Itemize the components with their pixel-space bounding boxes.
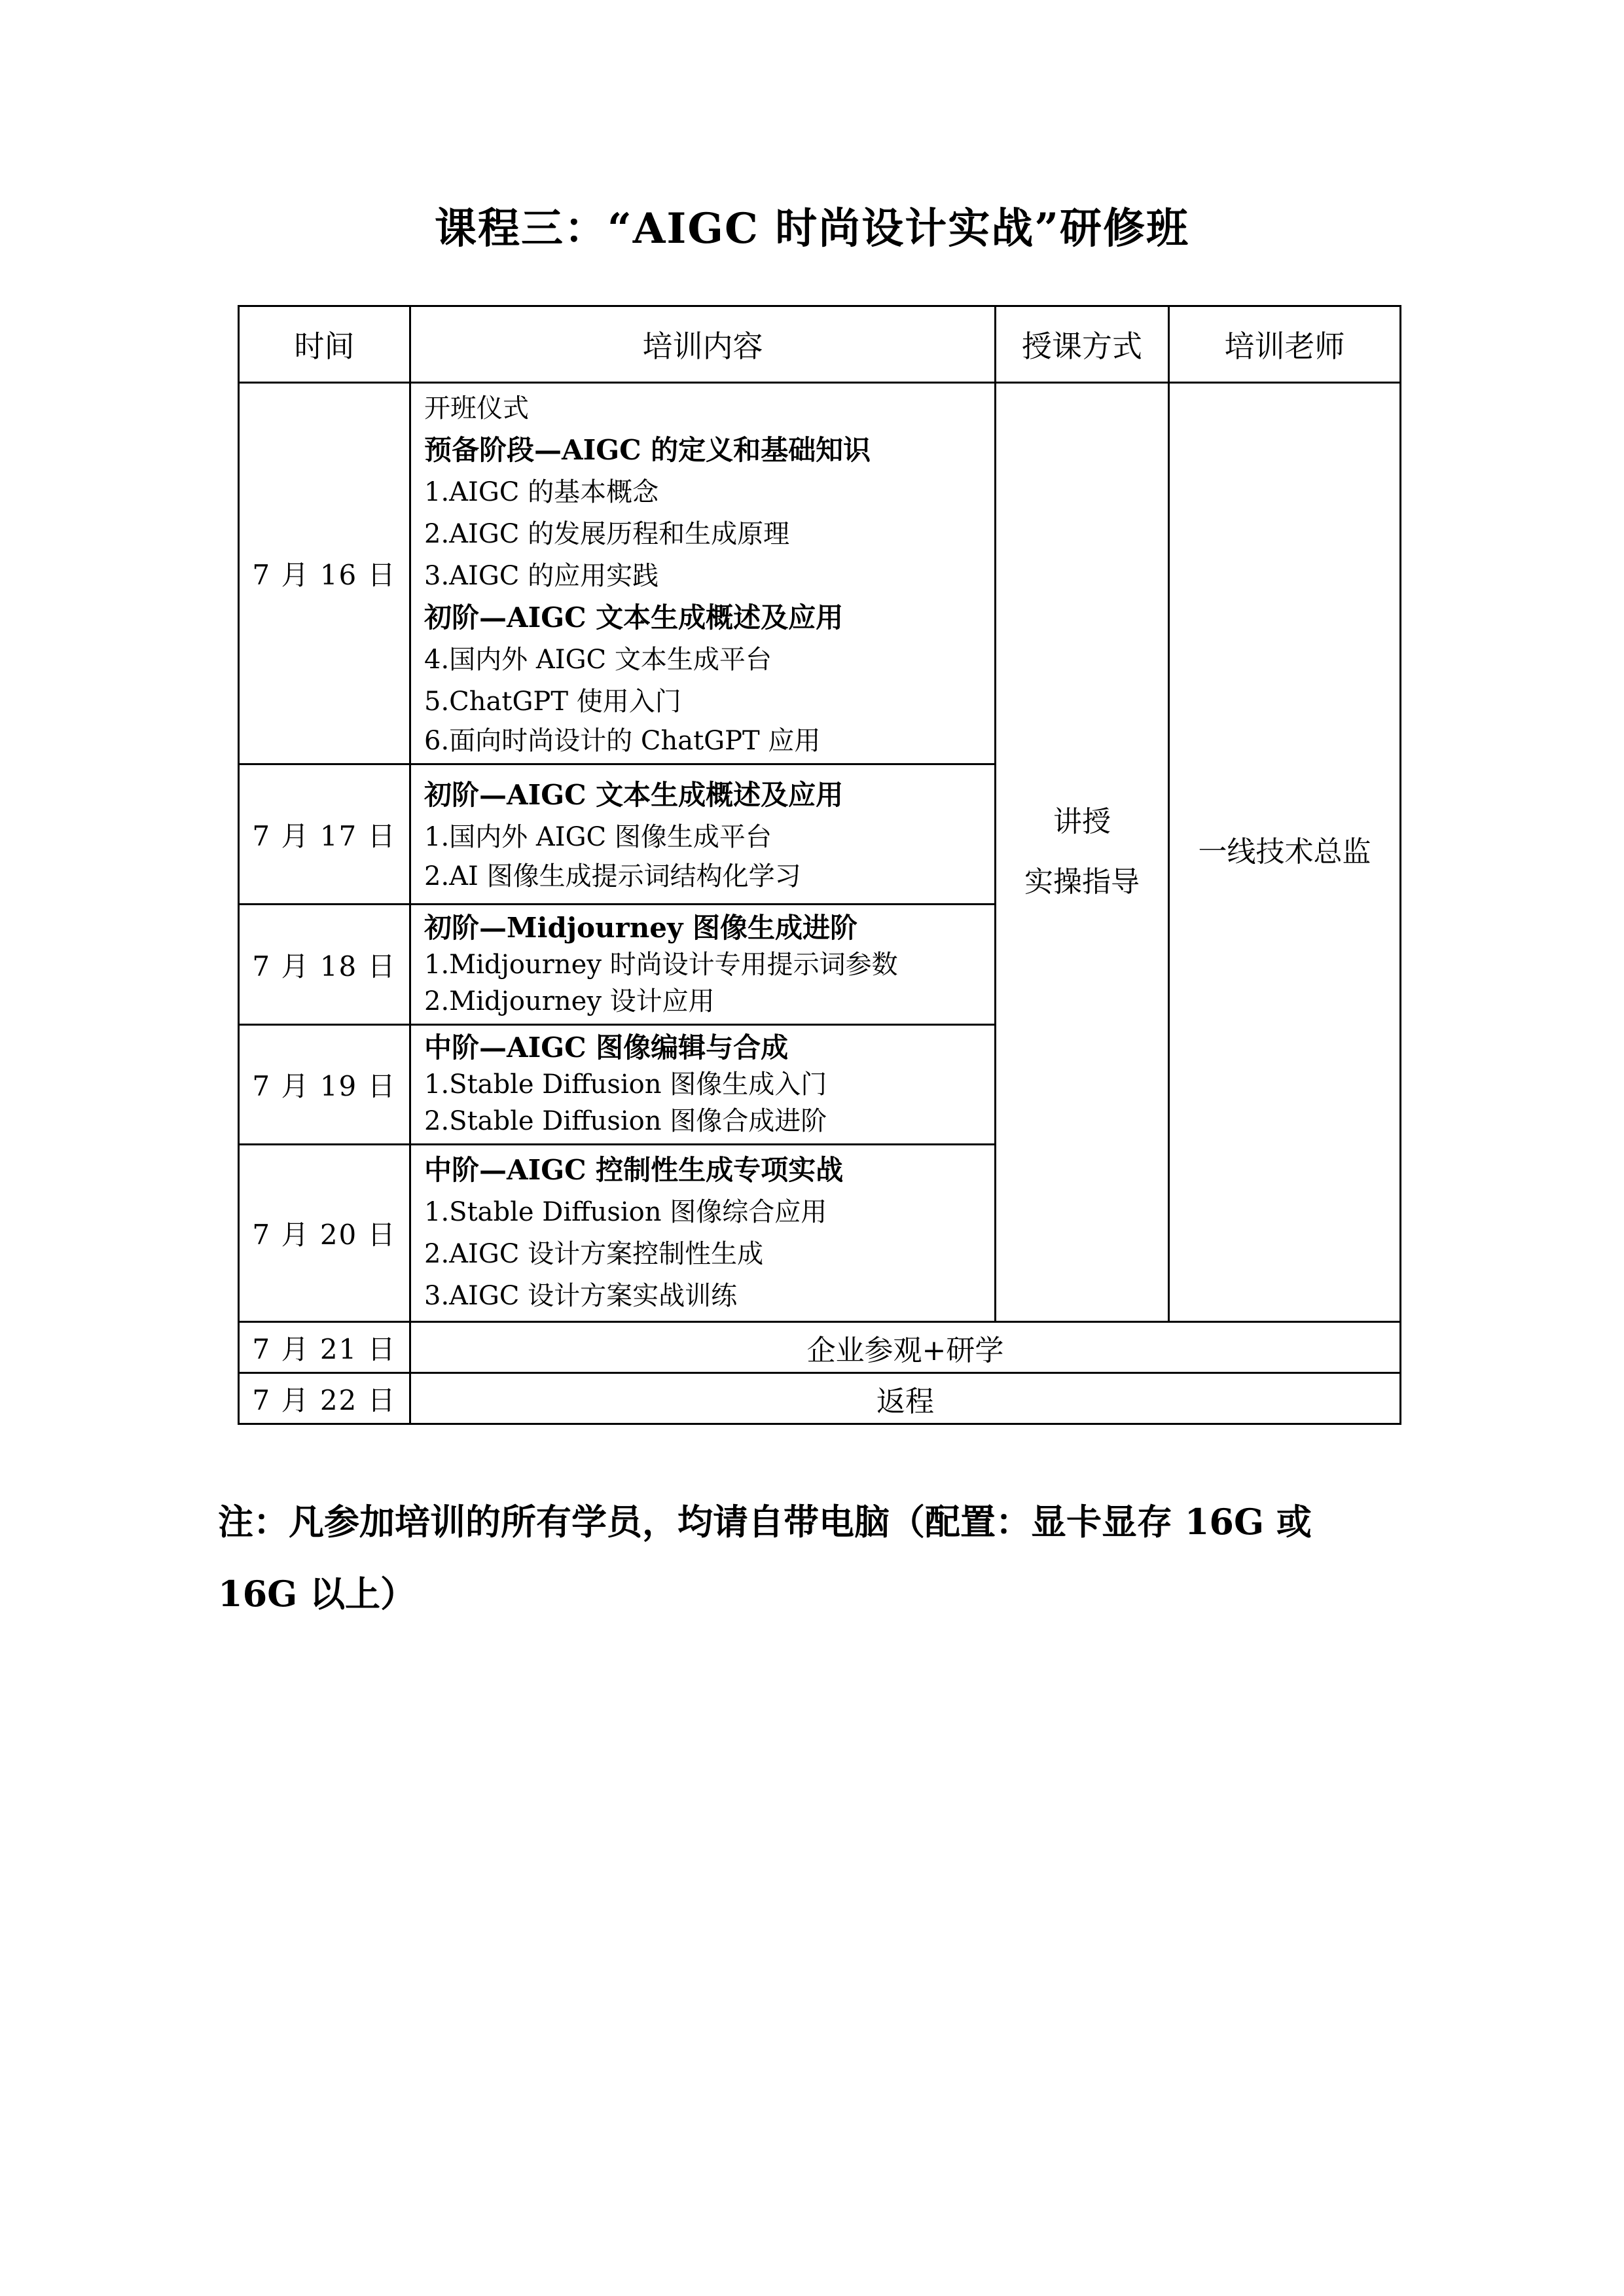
- content-line: 初阶—AIGC 文本生成概述及应用: [424, 601, 844, 634]
- content-line: 2.AIGC 设计方案控制性生成: [424, 1239, 764, 1269]
- content-cell: [410, 383, 996, 764]
- header-time: 时间: [239, 306, 410, 383]
- content-line: 中阶—AIGC 控制性生成专项实战: [424, 1154, 844, 1186]
- content-line: 4.国内外 AIGC 文本生成平台: [424, 645, 772, 675]
- content-line: 5.ChatGPT 使用入门: [424, 687, 681, 717]
- note-line: 注：凡参加培训的所有学员，均请自带电脑（配置：显卡显存 16G 或: [218, 1501, 1312, 1543]
- date-cell: 7 月 19 日: [239, 1025, 410, 1145]
- schedule-table: [238, 305, 1401, 1425]
- content-line: 初阶—AIGC 文本生成概述及应用: [424, 778, 844, 811]
- date-cell: 7 月 20 日: [239, 1145, 410, 1322]
- content-cell: [410, 1145, 996, 1322]
- date-cell: 7 月 18 日: [239, 905, 410, 1025]
- date-cell: 7 月 17 日: [239, 764, 410, 905]
- content-line: 2.Midjourney 设计应用: [424, 986, 715, 1016]
- activity-cell: 企业参观+研学: [410, 1322, 1401, 1373]
- activity-cell: 返程: [410, 1373, 1401, 1424]
- table-row: [239, 1373, 1401, 1424]
- content-line: 1.国内外 AIGC 图像生成平台: [424, 821, 772, 852]
- content-line: 6.面向时尚设计的 ChatGPT 应用: [424, 726, 821, 756]
- content-cell: [410, 905, 996, 1025]
- content-line: 1.Stable Diffusion 图像生成入门: [424, 1069, 827, 1100]
- content-line: 初阶—Midjourney 图像生成进阶: [424, 911, 857, 944]
- table-row: [239, 383, 1401, 764]
- content-line: 1.AIGC 的基本概念: [424, 477, 659, 507]
- content-line: 2.AIGC 的发展历程和生成原理: [424, 519, 790, 549]
- table-row: [239, 1322, 1401, 1373]
- page-title: 课程三：“AIGC 时尚设计实战”研修班: [434, 204, 1190, 253]
- content-cell: [410, 764, 996, 905]
- note-line: 16G 以上）: [218, 1573, 416, 1615]
- content-line: 3.AIGC 设计方案实战训练: [424, 1281, 738, 1311]
- content-line: 1.Midjourney 时尚设计专用提示词参数: [424, 949, 898, 980]
- header-content: 培训内容: [410, 306, 996, 383]
- table-header-row: [239, 306, 1401, 383]
- content-line: 开班仪式: [424, 393, 529, 423]
- content-line: 中阶—AIGC 图像编辑与合成: [424, 1031, 789, 1064]
- method-line: 实操指导: [1024, 865, 1140, 899]
- note-text: [218, 1486, 1409, 1630]
- content-line: 3.AIGC 的应用实践: [424, 561, 659, 591]
- date-cell: 7 月 21 日: [239, 1322, 410, 1373]
- header-teacher: 培训老师: [1169, 306, 1401, 383]
- date-cell: 7 月 22 日: [239, 1373, 410, 1424]
- teacher-cell: 一线技术总监: [1169, 383, 1401, 1322]
- content-cell: [410, 1025, 996, 1145]
- method-cell: [996, 383, 1169, 1322]
- content-line: 2.Stable Diffusion 图像合成进阶: [424, 1106, 827, 1136]
- content-line: 预备阶段—AIGC 的定义和基础知识: [424, 434, 871, 466]
- date-cell: 7 月 16 日: [239, 383, 410, 764]
- content-line: 1.Stable Diffusion 图像综合应用: [424, 1197, 827, 1227]
- content-line: 2.AI 图像生成提示词结构化学习: [424, 861, 801, 891]
- header-method: 授课方式: [996, 306, 1169, 383]
- method-line: 讲授: [1053, 805, 1111, 838]
